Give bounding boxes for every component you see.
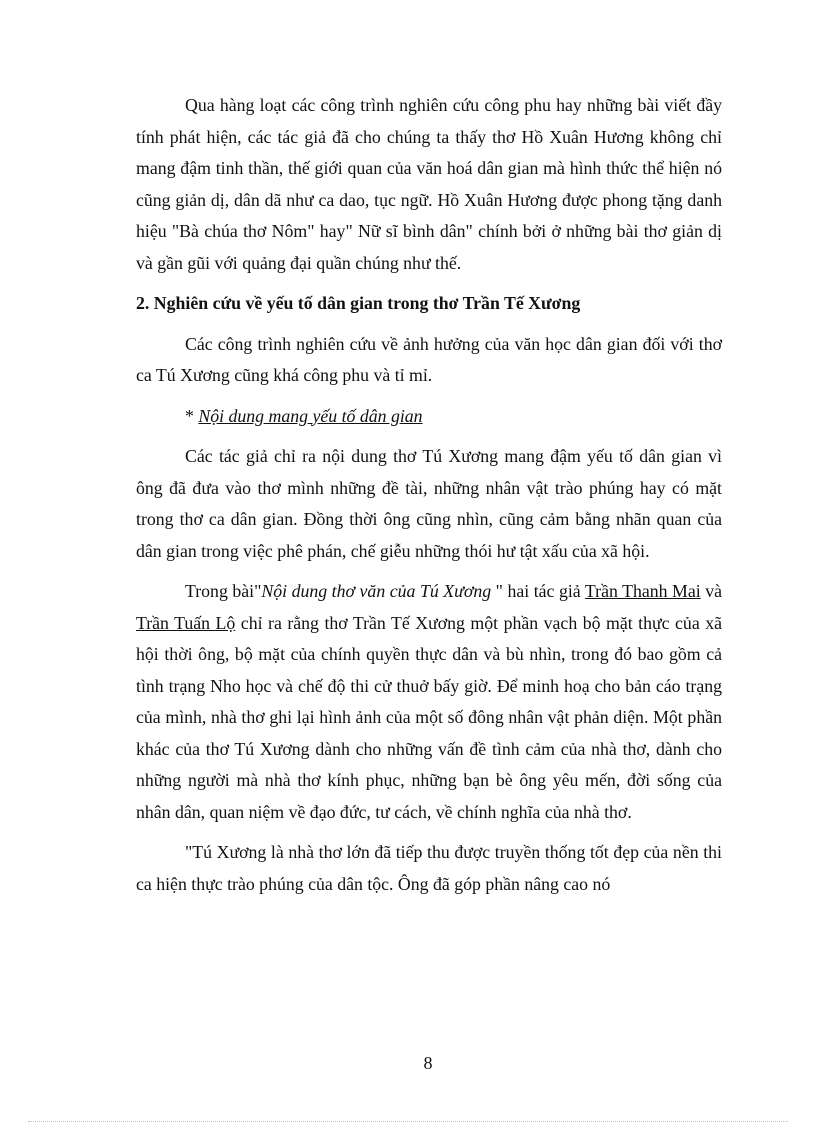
page-number: 8 [423,1053,433,1073]
page-bottom-border [28,1121,788,1122]
section-heading: 2. Nghiên cứu về yếu tố dân gian trong thơ Trần Tế Xương [136,293,581,313]
paragraph-quote: "Tú Xương là nhà thơ lớn đã tiếp thu được truyền thống tốt đẹp của nền thi ca hiện thực trào phúng của dân tộc. Ông đã góp phần nâng cao nó [136,842,722,894]
paragraph-folk-content: Các tác giả chỉ ra nội dung thơ Tú Xương mang đậm yếu tố dân gian vì ông đã đưa vào thơ mình những đề tài, những nhân vật trào phúng hay có mặt trong thơ ca dân gian. Đồng thời ông cũng nhìn, cũng cảm bằng nhãn quan của dân gian trong việc phê phán, chế giễu những thói hư tật xấu của xã hội. [136,446,722,561]
p4-author-2: Trần Tuấn Lộ [136,612,236,633]
paragraph-tx-intro: Các công trình nghiên cứu về ảnh hưởng của văn học dân gian đối với thơ ca Tú Xương cũng khá công phu và tỉ mỉ. [136,333,722,385]
document-body [136,90,722,909]
paragraph-hxh-summary: Qua hàng loạt các công trình nghiên cứu công phu hay những bài viết đầy tính phát hiện, các tác giả đã cho chúng ta thấy thơ Hồ Xuân Hương không chỉ mang đậm tinh thần, thế giới quan của văn hoá dân gian mà hình thức thể hiện nó cũng giản dị, dân dã như ca dao, tục ngữ. Hồ Xuân Hương được phong tặng danh hiệu "Bà chúa thơ Nôm" hay" Nữ sĩ bình dân" chính bởi ở những bài thơ giản dị và gần gũi với quảng đại quần chúng như thế. [136,95,722,273]
p4-rest: chỉ ra rằng thơ Trần Tế Xương một phần vạch bộ mặt thực của xã hội thời ông, bộ mặt của chính quyền thực dân và bù nhìn, trong đó bao gồm cả tình trạng Nho học và chế độ thi cử thuở bấy giờ. Để minh hoạ cho bản cáo trạng của mình, nhà thơ ghi lại hình ảnh của một số đông nhân vật phản diện. Một phần khác của thơ Tú Xương dành cho những vấn đề tình cảm của nhà thơ, dành cho những người mà nhà thơ kính phục, những bạn bè ông yêu mến, đời sống của nhân dân, quan niệm về đạo đức, tư cách, về chính nghĩa của nhà thơ. [136,612,723,822]
p4-intro: Trong bài" [185,581,262,601]
p4-and: và [700,581,723,601]
subheading-text: Nội dung mang yếu tố dân gian [198,405,423,426]
p4-author-1: Trần Thanh Mai [584,581,701,601]
subheading [136,401,722,433]
subheading-bullet: * [185,405,194,426]
p4-after-title: " hai tác giả [491,581,585,601]
paragraph-study [136,576,722,828]
p4-work-title: Nội dung thơ văn của Tú Xương [261,581,492,601]
